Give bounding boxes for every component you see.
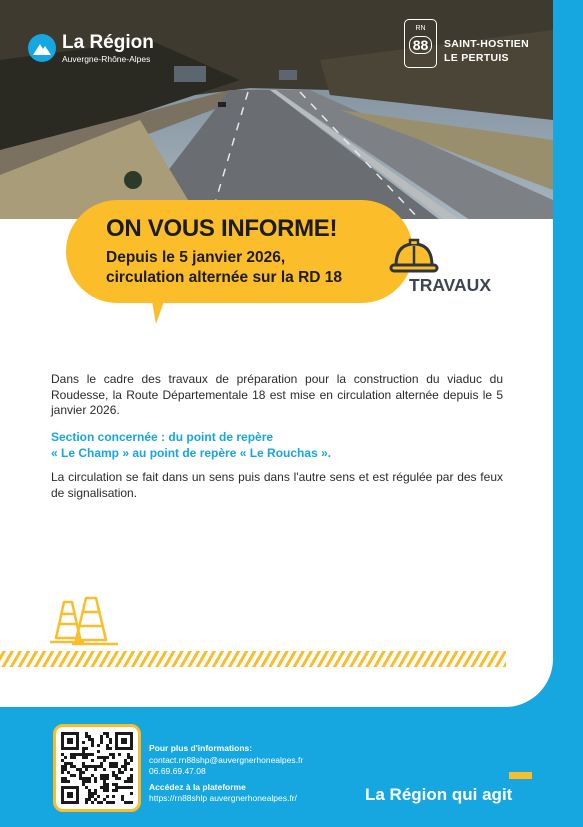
route-number: 88 <box>409 36 433 54</box>
platform-url[interactable]: https://rn88shlp auvergnerhonealpes.fr/ <box>149 793 297 803</box>
route-sign <box>404 19 437 68</box>
hazard-stripe <box>0 651 506 667</box>
platform-heading: Accédez à la plateforme <box>149 781 246 792</box>
logo-subtitle: Auvergne-Rhône-Alpes <box>62 54 151 64</box>
project-location <box>444 37 529 65</box>
banner-subtitle-line-1: Depuis le 5 janvier 2026, <box>106 249 286 266</box>
mountain-icon <box>28 34 56 62</box>
slogan: La Région qui agit <box>365 785 513 804</box>
traffic-paragraph: La circulation se fait dans un sens puis dans l'autre sens et est régulée par des feux de signalisation. <box>51 470 503 500</box>
slogan-accent-bar <box>509 772 532 779</box>
traffic-cones-icon <box>50 596 122 653</box>
route-prefix: RN <box>415 25 426 32</box>
intro-paragraph: Dans le cadre des travaux de préparation pour la construction du viaduc du Roudesse, la Route Départementale 18 est mise en circulation alternée depuis le 5 janvier 2026. <box>51 372 503 417</box>
section-line-1: Section concernée : du point de repère <box>51 430 274 444</box>
contact-phone[interactable]: 06.69.69.47.08 <box>149 766 206 776</box>
hard-hat-icon <box>388 238 440 279</box>
info-heading: Pour plus d'informations: <box>149 743 253 753</box>
section-concerned <box>51 430 503 461</box>
qr-code[interactable] <box>53 724 141 812</box>
contact-email[interactable]: contact.rn88shp@auvergnerhonealpes.fr <box>149 754 304 765</box>
travaux-label: TRAVAUX <box>409 275 491 295</box>
speech-bubble-tail <box>150 290 168 324</box>
contact-info <box>149 743 303 805</box>
region-logo <box>28 33 154 64</box>
banner-subtitle <box>106 248 342 288</box>
location-line-1: SAINT-HOSTIEN <box>444 38 529 50</box>
banner-title: ON VOUS INFORME! <box>106 215 338 242</box>
location-line-2: LE PERTUIS <box>444 52 509 64</box>
logo-title: La Région <box>62 32 154 53</box>
section-line-2: « Le Champ » au point de repère « Le Rouchas ». <box>51 445 332 460</box>
banner-subtitle-line-2: circulation alternée sur la RD 18 <box>106 269 343 286</box>
